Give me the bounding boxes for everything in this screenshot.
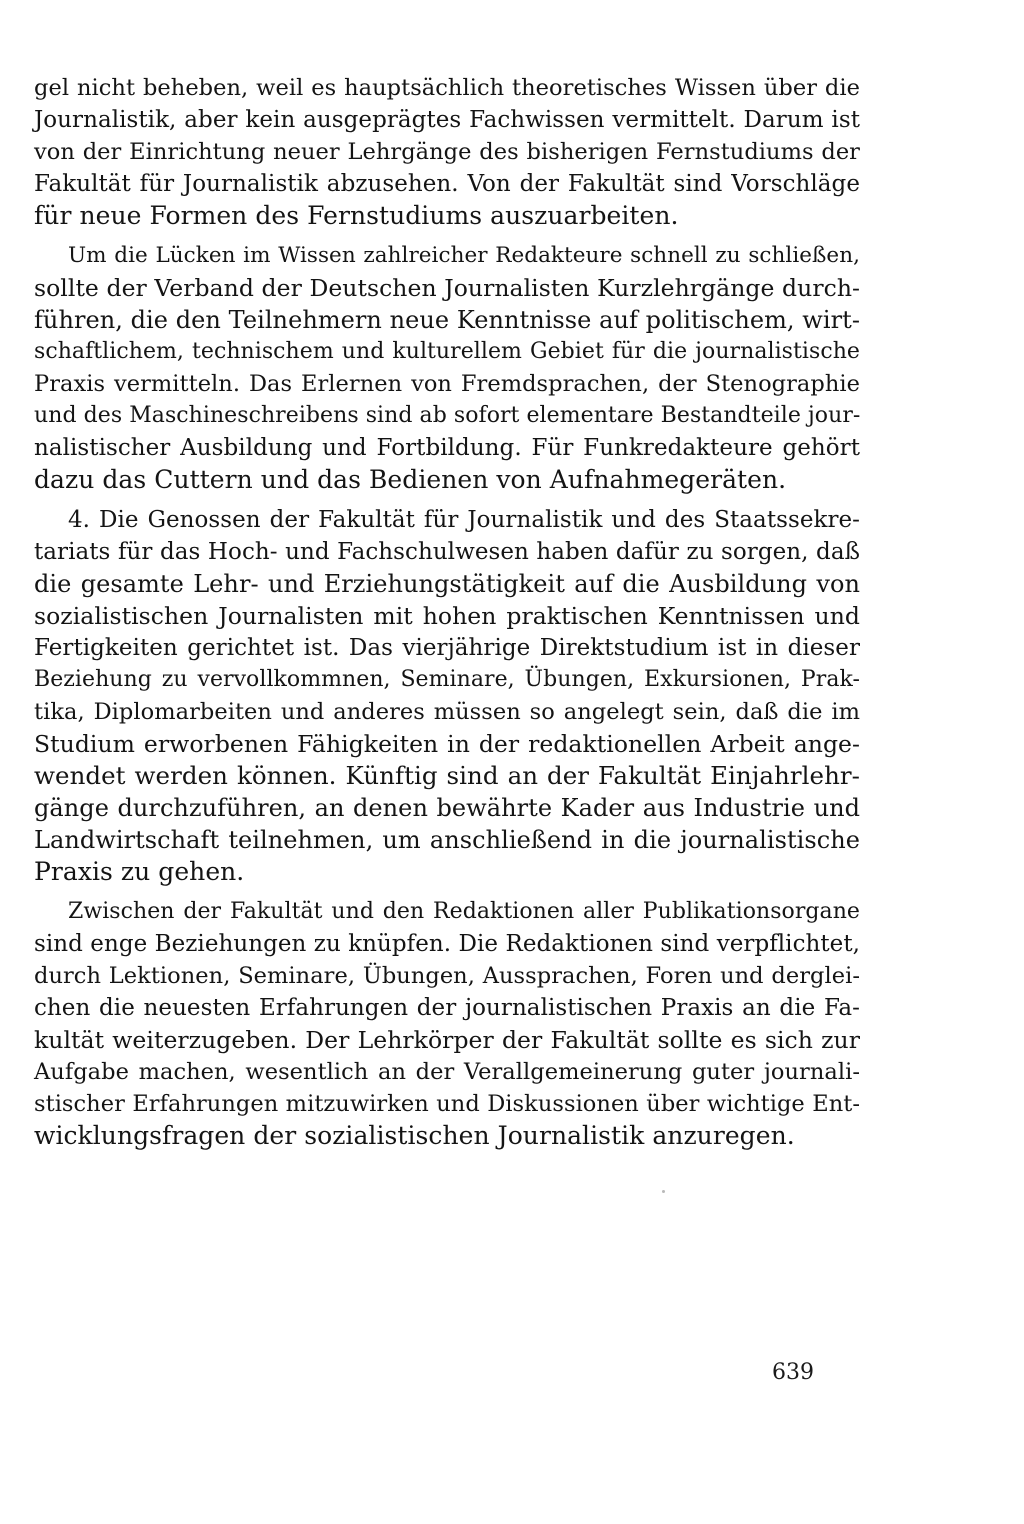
text-line: tika, Diplomarbeiten und anderes müssen so angelegt sein, daß die im — [34, 699, 860, 725]
text-line: Studium erworbenen Fähigkeiten in der redaktionellen Arbeit ange- — [34, 730, 860, 758]
text-line: wicklungsfragen der sozialistischen Journalistik anzuregen. — [34, 1121, 795, 1150]
text-line: wendet werden können. Künftig sind an der Fakultät Einjahrlehr- — [34, 761, 860, 790]
text-line: Aufgabe machen, wesentlich an der Verallgemeinerung guter journali- — [34, 1059, 860, 1085]
text-line: die gesamte Lehr- und Erziehungstätigkeit auf die Ausbildung von — [34, 570, 860, 598]
text-line: und des Maschineschreibens sind ab sofort elementare Bestandteile jour- — [34, 403, 861, 428]
text-line: Journalistik, aber kein ausgeprägtes Fachwissen vermittelt. Darum ist — [34, 107, 860, 133]
paragraph-2 — [34, 240, 860, 496]
text-line: Um die Lücken im Wissen zahlreicher Redakteure schnell zu schließen, — [68, 243, 860, 268]
text-line: Zwischen der Fakultät und den Redaktionen aller Publikationsorgane — [68, 899, 860, 924]
text-line: für neue Formen des Fernstudiums auszuarbeiten. — [34, 201, 679, 230]
text-line: durch Lektionen, Seminare, Übungen, Aussprachen, Foren und derglei- — [34, 963, 860, 989]
text-line: gel nicht beheben, weil es hauptsächlich theoretisches Wissen über die — [34, 75, 860, 101]
text-line: tariats für das Hoch- und Fachschulwesen haben dafür zu sorgen, daß — [34, 539, 860, 565]
text-line: Fertigkeiten gerichtet ist. Das vierjährige Direktstudium ist in dieser — [34, 635, 860, 661]
text-line: von der Einrichtung neuer Lehrgänge des bisherigen Fernstudiums der — [34, 139, 860, 165]
text-line: sollte der Verband der Deutschen Journalisten Kurzlehrgänge durch- — [34, 274, 860, 302]
text-line: Praxis zu gehen. — [34, 857, 245, 886]
text-line: Praxis vermitteln. Das Erlernen von Fremdsprachen, der Stenographie — [34, 371, 860, 397]
text-line: schaftlichem, technischem und kulturellem Gebiet für die journalistische — [34, 339, 860, 364]
text-line: 4. Die Genossen der Fakultät für Journalistik und des Staatssekre- — [68, 507, 860, 533]
text-line: sind enge Beziehungen zu knüpfen. Die Redaktionen sind verpflichtet, — [34, 931, 860, 957]
text-line: stischer Erfahrungen mitzuwirken und Diskussionen über wichtige Ent- — [34, 1091, 860, 1117]
print-speck — [662, 1190, 665, 1193]
paragraph-3 — [34, 504, 860, 888]
paragraph-4 — [34, 896, 860, 1152]
body-text — [34, 72, 860, 1160]
text-line: sozialistischen Journalisten mit hohen praktischen Kenntnissen und — [34, 602, 860, 630]
text-line: chen die neuesten Erfahrungen der journalistischen Praxis an die Fa- — [34, 995, 860, 1021]
text-line: dazu das Cuttern und das Bedienen von Aufnahmegeräten. — [34, 465, 787, 494]
text-line: Beziehung zu vervollkommnen, Seminare, Übungen, Exkursionen, Prak- — [34, 667, 860, 692]
text-line: kultät weiterzugeben. Der Lehrkörper der Fakultät sollte es sich zur — [34, 1026, 860, 1054]
text-line: Landwirtschaft teilnehmen, um anschließend in die journalistische — [34, 826, 860, 854]
text-line: gänge durchzuführen, an denen bewährte Kader aus Industrie und — [34, 794, 860, 822]
page-number: 639 — [772, 1360, 814, 1385]
text-line: Fakultät für Journalistik abzusehen. Von der Fakultät sind Vorschläge — [34, 171, 860, 197]
text-line: nalistischer Ausbildung und Fortbildung. Für Funkredakteure gehört — [34, 435, 860, 461]
text-line: führen, die den Teilnehmern neue Kenntnisse auf politischem, wirt- — [34, 306, 860, 334]
paragraph-1 — [34, 72, 860, 232]
